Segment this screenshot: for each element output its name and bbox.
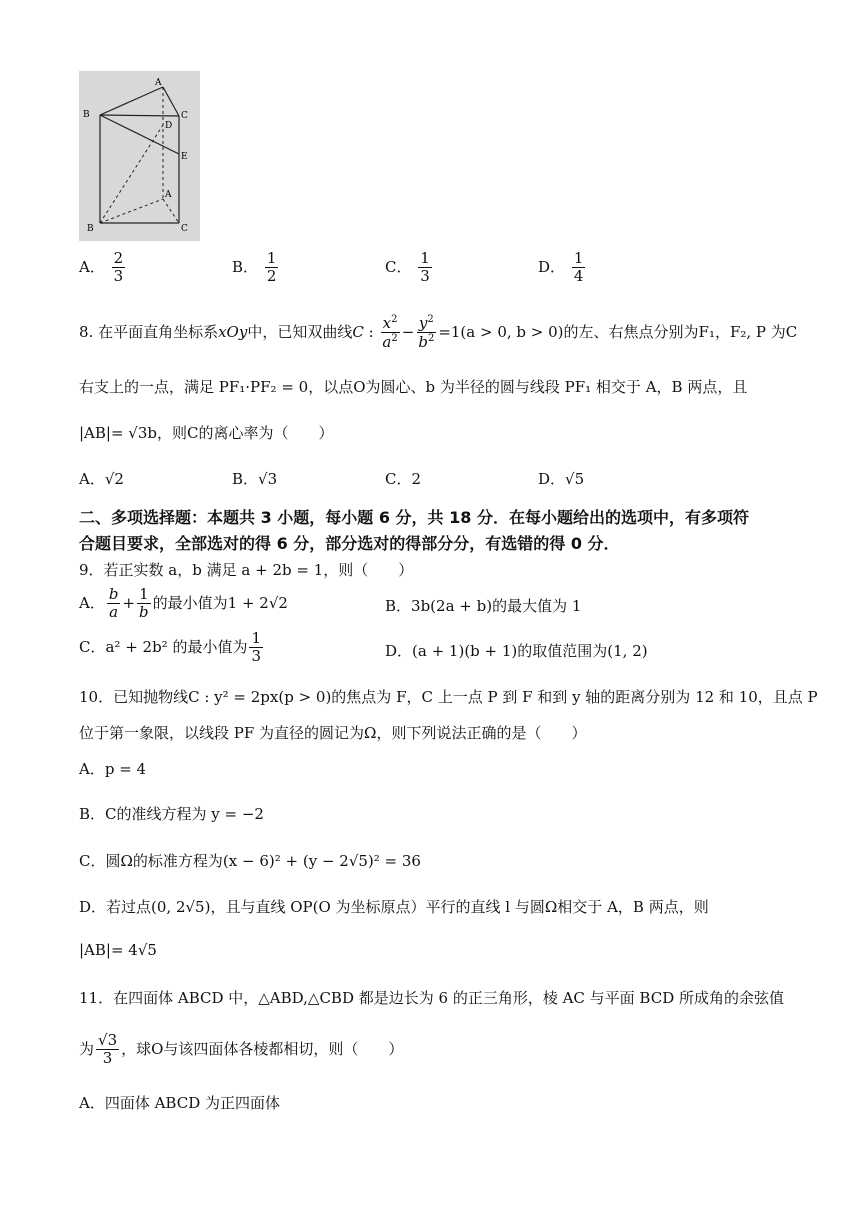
label-C1: C bbox=[181, 111, 188, 121]
q8-option-d: D．√5 bbox=[538, 470, 585, 488]
q7-option-c bbox=[385, 250, 434, 286]
frac-num: 1 bbox=[573, 249, 584, 267]
frac-num: 1 bbox=[266, 249, 277, 267]
frac-den: 3 bbox=[420, 267, 430, 286]
frac-den: 3 bbox=[102, 1049, 113, 1068]
text: =1(a > 0, b > 0) bbox=[438, 322, 564, 341]
text: C bbox=[352, 322, 364, 341]
text: xOy bbox=[218, 322, 248, 341]
label-D: D bbox=[165, 121, 173, 131]
frac-num: √3 bbox=[98, 1031, 118, 1049]
frac-den: 2 bbox=[266, 267, 277, 286]
q9-stem: 9．若正实数 a，b 满足 a + 2b = 1，则（ ） bbox=[79, 561, 414, 579]
q8-line2: 右支上的一点，满足 PF₁·PF₂ = 0，以点O为圆心、b 为半径的圆与线段 PF₁ 相交于 A，B 两点，且 bbox=[79, 378, 748, 396]
q10-option-d-cont: |AB|= 4√5 bbox=[79, 941, 157, 959]
text: C．a² + 2b² 的最小值为 bbox=[79, 637, 248, 656]
option-letter: C． bbox=[385, 257, 412, 276]
text: F₁，F₂, P 为C bbox=[698, 322, 798, 341]
label-A: A bbox=[165, 190, 172, 200]
q9-option-a: A． $\frac{b}{a}$ + $\frac{1}{b}$ 的最小值为1 + 2√2 bbox=[79, 585, 288, 622]
q9-option-c: C．a² + 2b² 的最小值为 $\frac{1}{3}$ bbox=[79, 629, 262, 666]
prism-figure bbox=[79, 71, 200, 241]
q7-option-a bbox=[79, 250, 127, 286]
q8-option-c: C．2 bbox=[385, 470, 422, 488]
text: 为 bbox=[79, 1039, 95, 1058]
q10-option-a: A．p = 4 bbox=[79, 760, 147, 778]
q8-line3: |AB|= √3b，则C的离心率为（ ） bbox=[79, 424, 334, 442]
label-C: C bbox=[181, 224, 188, 234]
option-letter: B． bbox=[232, 257, 259, 276]
label-B: B bbox=[87, 224, 94, 234]
text: 的左、右焦点分别为 bbox=[563, 322, 699, 341]
section2-heading-line2: 合题目要求，全部选对的得 6 分，部分选对的得部分分，有选错的得 0 分． bbox=[79, 534, 620, 553]
q9-option-d: D．(a + 1)(b + 1)的取值范围为(1, 2) bbox=[385, 642, 648, 660]
q10-line1: 10．已知抛物线C : y² = 2px(p > 0)的焦点为 F，C 上一点 P 到 F 和到 y 轴的距离分别为 12 和 10，且点 P bbox=[79, 688, 818, 706]
option-letter: A． bbox=[79, 257, 105, 276]
frac-num: 2 bbox=[113, 249, 124, 267]
frac-num: 1 bbox=[420, 249, 430, 267]
text: 中，已知双曲线 bbox=[247, 322, 353, 341]
q10-option-c: C．圆Ω的标准方程为(x − 6)² + (y − 2√5)² = 36 bbox=[79, 852, 421, 870]
label-A1: A bbox=[155, 78, 162, 88]
q8-option-a: A．√2 bbox=[79, 470, 124, 488]
frac-den: 3 bbox=[113, 267, 124, 286]
q11-option-a: A．四面体 ABCD 为正四面体 bbox=[79, 1094, 281, 1112]
q11-line1: 11．在四面体 ABCD 中，△ABD,△CBD 都是边长为 6 的正三角形，棱 AC 与平面 BCD 所成角的余弦值 bbox=[79, 989, 785, 1007]
q10-option-b: B．C的准线方程为 y = −2 bbox=[79, 805, 264, 823]
q10-line2: 位于第一象限，以线段 PF 为直径的圆记为Ω，则下列说法正确的是（ ） bbox=[79, 724, 587, 742]
option-letter: D． bbox=[538, 257, 566, 276]
frac-den: 4 bbox=[573, 267, 584, 286]
q8-option-b: B．√3 bbox=[232, 470, 278, 488]
q7-option-d bbox=[538, 250, 587, 286]
prism-diagram bbox=[79, 71, 200, 241]
q11-line2 bbox=[79, 1032, 403, 1068]
label-E: E bbox=[181, 152, 188, 162]
text: ，球O与该四面体各棱都相切，则（ ） bbox=[121, 1039, 404, 1058]
q10-option-d: D．若过点(0, 2√5)，且与直线 OP(O 为坐标原点）平行的直线 l 与圆Ω相交于 A，B 两点，则 bbox=[79, 898, 709, 916]
text: 8. 在平面直角坐标系 bbox=[79, 322, 219, 341]
text: 的最小值为1 + 2√2 bbox=[152, 593, 288, 612]
q9-option-b: B．3b(2a + b)的最大值为 1 bbox=[385, 597, 582, 615]
section2-heading-line1: 二、多项选择题：本题共 3 小题，每小题 6 分，共 18 分．在每小题给出的选项中，有多项符 bbox=[79, 508, 749, 527]
q7-option-b bbox=[232, 250, 280, 286]
q8-line1: 8. 在平面直角坐标系xOy中，已知双曲线C : $\frac{x^2}{a^2}$ − $\frac{y^2}{b^2}$ =1(a > 0, b > 0)的左、右焦点分别为F₁，F₂, P 为C bbox=[79, 314, 798, 352]
label-B1: B bbox=[83, 110, 90, 120]
